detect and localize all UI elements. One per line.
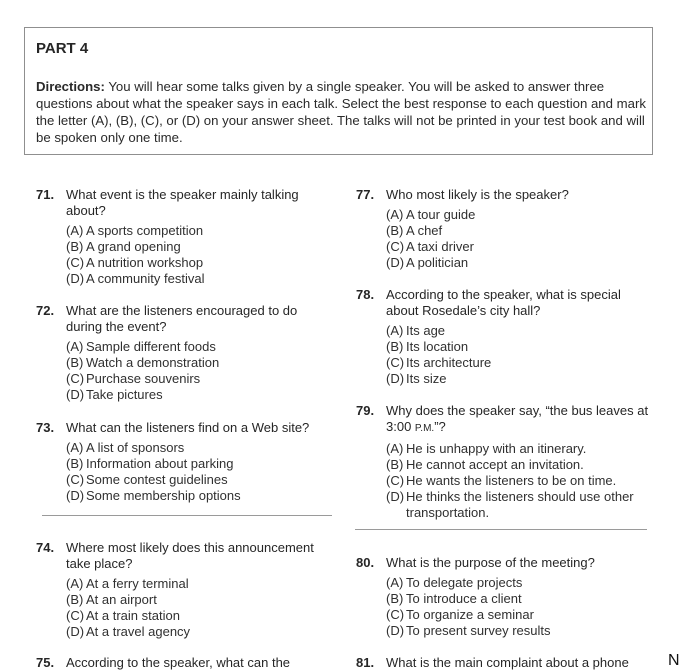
answer-option — [66, 239, 336, 255]
question-text: Who most likely is the speaker? — [386, 187, 569, 202]
option-letter: (B) — [66, 238, 84, 254]
question-stem — [36, 420, 336, 436]
answer-option — [66, 339, 336, 355]
option-text: Information about parking — [86, 455, 234, 471]
option-text: He is unhappy with an itinerary. — [406, 441, 587, 456]
option-text: A politician — [406, 254, 469, 270]
question-number: 78. — [356, 287, 375, 302]
question-80 — [356, 555, 656, 639]
option-text: He wants the listeners to be on time. — [406, 472, 617, 488]
question-number: 81. — [356, 655, 375, 670]
option-letter: (D) — [66, 386, 85, 402]
option-letter: (D) — [66, 270, 85, 286]
option-text: At a train station — [86, 607, 180, 623]
question-number: 71. — [36, 187, 55, 202]
option-text: To delegate projects — [406, 575, 523, 590]
option-letter: (C) — [386, 606, 405, 622]
option-text: A tour guide — [406, 207, 476, 222]
option-letter: (D) — [66, 487, 85, 503]
answer-option — [66, 592, 336, 608]
answer-option — [386, 255, 656, 271]
answer-option — [386, 591, 656, 607]
option-letter: (B) — [386, 456, 404, 472]
answer-option — [66, 472, 336, 488]
option-text: At an airport — [86, 591, 157, 607]
answer-option — [66, 223, 336, 239]
option-letter: (A) — [66, 576, 84, 591]
question-number: 73. — [36, 420, 55, 435]
option-letter: (A) — [66, 339, 84, 354]
option-letter: (D) — [386, 622, 405, 638]
question-stem — [36, 303, 336, 335]
question-number: 75. — [36, 655, 55, 670]
answer-option — [386, 473, 656, 489]
option-letter: (C) — [386, 238, 405, 254]
option-letter: (D) — [386, 370, 405, 386]
option-text: He cannot accept an invitation. — [406, 456, 584, 472]
option-text: A taxi driver — [406, 238, 474, 254]
answer-option — [66, 440, 336, 456]
question-number: 79. — [356, 403, 375, 418]
option-letter: (D) — [386, 488, 405, 504]
question-81 — [356, 655, 656, 671]
left-section-divider — [42, 515, 332, 516]
question-stem — [356, 555, 656, 571]
option-text: At a travel agency — [86, 623, 191, 639]
option-text: Its size — [406, 370, 447, 386]
question-71 — [36, 187, 336, 287]
option-text: Its location — [406, 338, 469, 354]
option-text: To organize a seminar — [406, 606, 534, 622]
question-77 — [356, 187, 656, 271]
question-stem — [356, 187, 656, 203]
question-74 — [36, 540, 336, 640]
corner-mark: N — [668, 652, 680, 669]
question-text: What is the main complaint about a phone — [386, 655, 629, 670]
option-letter: (A) — [386, 441, 404, 456]
option-letter: (C) — [66, 607, 85, 623]
option-letter: (A) — [66, 440, 84, 455]
option-text: A nutrition workshop — [86, 254, 204, 270]
question-72 — [36, 303, 336, 403]
option-text: A community festival — [86, 270, 205, 286]
question-75 — [36, 655, 336, 671]
answer-options — [66, 440, 336, 504]
option-letter: (C) — [386, 472, 405, 488]
question-79 — [356, 403, 656, 521]
option-text: Its age — [406, 323, 446, 338]
question-number: 80. — [356, 555, 375, 570]
question-text: What event is the speaker mainly talking about? — [66, 187, 299, 218]
answer-option — [386, 489, 656, 521]
answer-option — [66, 271, 336, 287]
question-text: What can the listeners find on a Web site? — [66, 420, 310, 435]
option-letter: (A) — [386, 207, 404, 222]
question-number: 72. — [36, 303, 55, 318]
directions-box — [24, 27, 653, 155]
option-letter: (C) — [66, 471, 85, 487]
option-text: Its architecture — [406, 354, 492, 370]
answer-options — [66, 223, 336, 287]
answer-option — [386, 623, 656, 639]
answer-option — [66, 387, 336, 403]
answer-option — [66, 488, 336, 504]
option-letter: (A) — [386, 575, 404, 590]
option-text: Watch a demonstration — [86, 354, 220, 370]
question-stem — [36, 540, 336, 572]
answer-option — [386, 323, 656, 339]
question-number: 77. — [356, 187, 375, 202]
part-title: PART 4 — [36, 40, 89, 57]
directions-text — [36, 78, 646, 146]
answer-option — [386, 223, 656, 239]
option-text: A chef — [406, 222, 443, 238]
option-letter: (B) — [386, 590, 404, 606]
option-letter: (B) — [66, 591, 84, 607]
question-text: Why does the speaker say, “the bus leaves at 3:00 P.M.”? — [386, 403, 649, 434]
option-text: He thinks the listeners should use other transportation. — [406, 488, 634, 520]
answer-option — [66, 255, 336, 271]
question-text: According to the speaker, what can the — [66, 655, 291, 670]
answer-option — [386, 239, 656, 255]
option-letter: (B) — [386, 338, 404, 354]
option-letter: (B) — [386, 222, 404, 238]
question-text: Where most likely does this announcement take place? — [66, 540, 314, 571]
answer-option — [66, 456, 336, 472]
option-letter: (D) — [386, 254, 405, 270]
answer-option — [66, 355, 336, 371]
option-text: Some membership options — [86, 487, 241, 503]
answer-option — [386, 575, 656, 591]
answer-options — [66, 576, 336, 640]
question-stem — [36, 655, 336, 671]
option-text: At a ferry terminal — [86, 576, 189, 591]
directions-body: You will hear some talks given by a single speaker. You will be asked to answer three questions about what the speaker says in each talk. Select the best response to each question and mark the letter (A), (B), (C), or (D) on your answer sheet. The talks will not be printed in your test book and will be spoken only one time. — [36, 79, 646, 145]
question-text: What is the purpose of the meeting? — [386, 555, 595, 570]
option-letter: (B) — [66, 455, 84, 471]
option-letter: (A) — [386, 323, 404, 338]
answer-option — [66, 576, 336, 592]
option-text: Sample different foods — [86, 339, 216, 354]
answer-options — [386, 323, 656, 387]
answer-options — [386, 575, 656, 639]
answer-option — [386, 207, 656, 223]
answer-option — [386, 607, 656, 623]
question-stem — [356, 655, 656, 671]
question-stem — [356, 287, 656, 319]
answer-option — [66, 624, 336, 640]
option-letter: (D) — [66, 623, 85, 639]
option-text: Some contest guidelines — [86, 471, 228, 487]
option-text: To introduce a client — [406, 590, 522, 606]
answer-option — [386, 457, 656, 473]
question-number: 74. — [36, 540, 55, 555]
directions-label: Directions: — [36, 79, 105, 94]
option-letter: (A) — [66, 223, 84, 238]
option-text: A sports competition — [86, 223, 204, 238]
answer-option — [386, 371, 656, 387]
answer-option — [66, 608, 336, 624]
option-text: A grand opening — [86, 238, 181, 254]
right-section-divider — [355, 529, 647, 530]
answer-option — [386, 441, 656, 457]
question-73 — [36, 420, 336, 504]
option-text: A list of sponsors — [86, 440, 185, 455]
answer-option — [66, 371, 336, 387]
option-text: Purchase souvenirs — [86, 370, 201, 386]
answer-option — [386, 355, 656, 371]
option-letter: (C) — [66, 370, 85, 386]
option-letter: (C) — [386, 354, 405, 370]
answer-options — [66, 339, 336, 403]
option-text: Take pictures — [86, 386, 163, 402]
option-letter: (C) — [66, 254, 85, 270]
question-78 — [356, 287, 656, 387]
question-stem — [36, 187, 336, 219]
question-stem — [356, 403, 656, 437]
answer-option — [386, 339, 656, 355]
answer-options — [386, 207, 656, 271]
option-text: To present survey results — [406, 622, 551, 638]
option-letter: (B) — [66, 354, 84, 370]
question-text: What are the listeners encouraged to do during the event? — [66, 303, 298, 334]
question-text: According to the speaker, what is special about Rosedale’s city hall? — [386, 287, 621, 318]
answer-options — [386, 441, 656, 521]
